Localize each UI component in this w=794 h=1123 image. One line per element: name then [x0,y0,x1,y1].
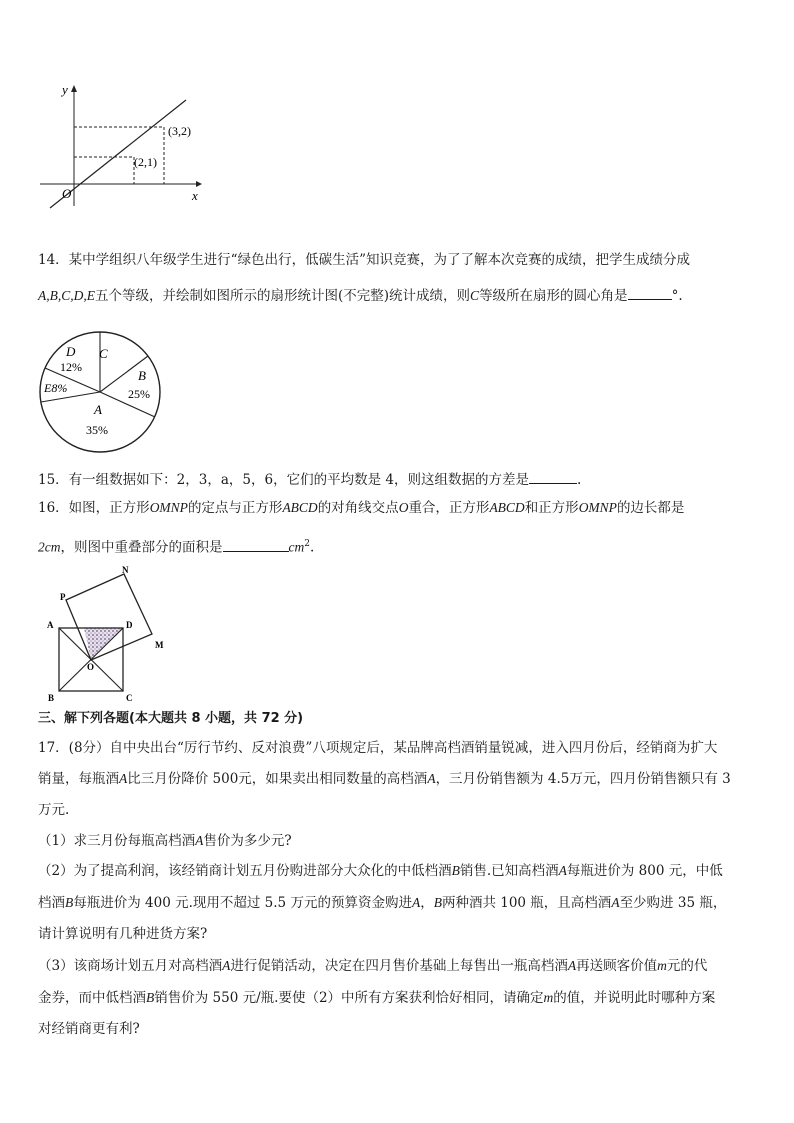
q17-p2-t7: 两种酒共 100 瓶，且高档酒 [441,895,612,911]
pie-pct-b: 25% [128,387,150,401]
q17-p3-t5: 金券，而中低档酒 [38,990,146,1006]
q14-var-c: C [470,288,480,303]
linear-function-graph [36,80,206,210]
q17-p3-t7: 的值，并说明此时哪种方案 [553,990,716,1006]
q17-v1: A [119,771,128,786]
label-a: A [47,620,54,630]
q17-p2-v4: A [411,895,421,910]
q16-t4: 重合，正方形 [408,500,490,516]
pie-pct-a: 35% [86,423,108,437]
q14-end: °. [671,288,683,304]
q17-p2-v2: A [558,863,567,878]
pie-chart [36,330,166,456]
q17-part2-line1 [38,862,723,880]
point-label-2-1: (2,1) [134,155,157,169]
q16-v4: ABCD [489,500,525,515]
q17-p3-v5: m [543,990,554,1005]
q17-v2: A [427,771,436,786]
q15-answer-blank[interactable] [529,469,577,484]
q17-p2-t4: 档酒 [38,895,65,911]
q16-t2: 的定点与正方形 [187,500,283,516]
q17-p1-t2: 售价为多少元? [203,833,292,849]
x-axis-label: x [192,188,198,203]
pie-label-e: E8% [44,381,68,395]
q15-line [38,469,581,489]
q17-part3-line1 [38,957,707,975]
q16-line1 [38,499,684,517]
q17-p2-t1: （2）为了提高利润，该经销商计划五月份购进部分大众化的中低档酒 [38,863,452,879]
q16-t5: 和正方形 [524,500,579,516]
pie-label-d: D [66,344,76,359]
q14-text-2b: 等级所在扇形的圆心角是 [479,288,628,304]
q17-p2-t5: 每瓶进价为 400 元.现用不超过 5.5 万元的预算资金购进 [73,895,412,911]
q17-p2-t3: 每瓶进价为 800 元，中低 [566,863,723,879]
q16-v3: O [398,500,409,515]
q14-text-2a: 五个等级，并绘制如图所示的扇形统计图(不完整)统计成绩，则 [95,288,471,304]
q16-t7: ，则图中重叠部分的面积是 [60,539,223,556]
q14-line2 [38,285,683,305]
pie-pct-d: 12% [60,360,82,374]
pie-label-b: B [138,368,146,383]
label-o: O [87,662,95,672]
q17-p2-t9: 请计算说明有几种进货方案? [38,926,208,942]
q17-p1-v: A [195,833,204,848]
q14-text-1: 14．某中学组织八年级学生进行“绿色出行，低碳生活”知识竞赛，为了了解本次竞赛的成绩，把学生成绩分成 [38,252,690,268]
q17-p2-v6: A [611,895,620,910]
label-d: D [126,620,133,630]
q16-unit: cm [288,539,305,555]
q16-v5: OMNP [578,500,617,515]
q17-p2-v1: B [451,863,460,878]
q17-p2-t8: 至少购进 35 瓶， [619,895,727,911]
q17-p2-t2: 销售.已知高档酒 [459,863,559,879]
q17-t4: ，三月份销售额为 4.5万元，四月份销售额只有 3 [435,771,731,787]
q17-p3-t4: 元的代 [666,958,708,974]
q16-t3: 的对角线交点 [317,500,399,516]
q16-v1: OMNP [149,500,188,515]
q17-p2-v3: B [65,895,74,910]
q17-t2: 销量，每瓶酒 [38,771,119,787]
section-3-title: 三、解下列各题(本大题共 8 小题，共 72 分) [38,711,304,726]
q17-part2-line3 [38,925,207,943]
q16-v2: ABCD [282,500,318,515]
q15-text: 15．有一组数据如下：2，3，a，5，6，它们的平均数是 4，则这组数据的方差是 [38,472,529,488]
label-n: N [122,565,129,575]
q17-t1: 17．(8分）自中央出台“厉行节约、反对浪费”八项规定后，某品牌高档酒销量锐减，进入四月份后，经销商为扩大 [38,740,718,756]
q17-t3: 比三月份降价 500元，如果卖出相同数量的高档酒 [127,771,428,787]
label-p: P [60,592,66,602]
q14-line1 [38,251,690,269]
q16-t6: 的边长都是 [616,500,685,516]
origin-label: O [62,186,72,201]
q17-p3-t1: （3）该商场计划五月对高档酒 [38,958,223,974]
squares-figure [40,562,170,706]
q17-p2-t6: ， [420,895,434,911]
q17-p3-v1: A [222,958,231,973]
q16-end: . [309,539,315,556]
q17-p3-t3: 再送顾客价值 [576,958,658,974]
q17-line2 [38,770,731,788]
q15-end: . [576,472,582,488]
x-axis-arrow-icon [196,181,202,187]
q17-line3 [38,801,69,819]
q17-t5: 万元. [38,802,70,818]
point-label-3-2: (3,2) [168,124,191,138]
q16-len: 2cm [38,539,61,555]
q16-answer-blank[interactable] [223,537,289,552]
q17-p3-t6: 销售价为 550 元/瓶.要使（2）中所有方案获利恰好相同，请确定 [154,990,544,1006]
q14-answer-blank[interactable] [628,285,672,300]
q17-p3-t2: 进行促销活动，决定在四月售价基础上每售出一瓶高档酒 [230,958,568,974]
q17-part3-line2 [38,989,715,1007]
pie-label-c: C [99,346,108,361]
label-b: B [48,693,55,703]
y-axis-arrow-icon [71,85,77,92]
q17-line1 [38,739,717,757]
q17-part2-line2 [38,894,726,912]
q17-part3-line3 [38,1020,140,1038]
q17-p3-v4: B [146,990,155,1005]
q17-p1-t1: （1）求三月份每瓶高档酒 [38,833,196,849]
label-m: M [155,640,164,650]
q17-part1 [38,832,292,850]
q16-unit-sup: 2 [304,539,310,549]
q17-p2-v5: B [433,895,442,910]
q17-p3-t8: 对经销商更有利? [38,1021,140,1037]
section-3-heading [38,710,303,728]
q14-vars: A,B,C,D,E [38,288,95,303]
q16-line2 [38,535,314,557]
q17-p3-v3: m [657,958,667,973]
q16-t1: 16．如图，正方形 [38,500,150,516]
y-axis-label: y [62,82,68,97]
pie-label-a: A [94,402,102,417]
q17-p3-v2: A [567,958,577,973]
label-c: C [126,693,133,703]
